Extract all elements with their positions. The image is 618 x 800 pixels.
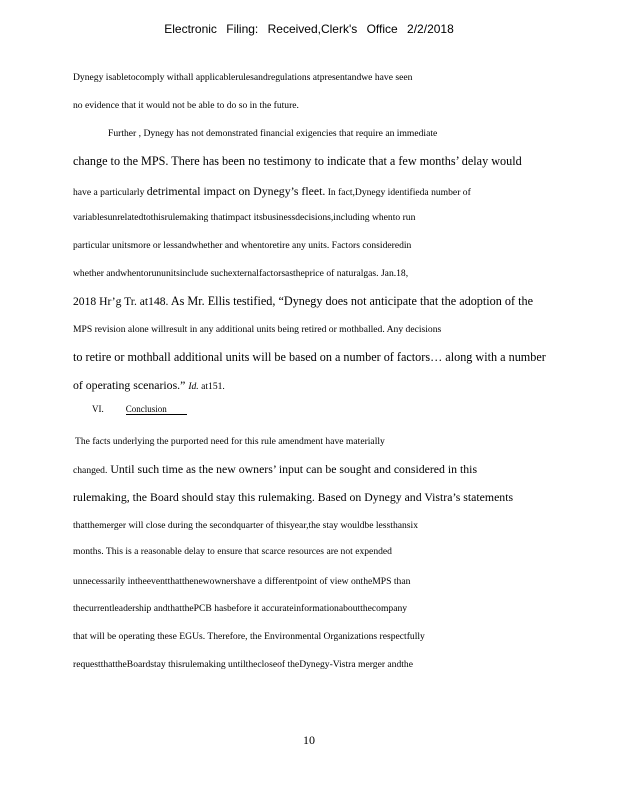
body-line: requestthattheBoardstay thisrulemaking untilthecloseof theDynegy-Vistra merger andthe [73,659,413,670]
body-line: to retire or mothball additional units will be based on a number of factors… along with a number [73,350,546,364]
body-line-part: detrimental impact on Dynegy’s fleet. [146,184,326,198]
body-line: The facts underlying the purported need for this rule amendment have materially [75,436,385,447]
body-line [73,462,477,477]
body-line: thecurrentleadership andthatthePCB hasbefore it accurateinformationaboutthecompany [73,603,408,614]
body-line-part: Id. [188,381,199,392]
body-line-part: 2018 Hr’g Tr. at148. [73,295,169,308]
body-line: unnecessarily intheeventthatthenewownershave a differentpoint of view ontheMPS than [73,576,411,587]
body-line: months. This is a reasonable delay to ensure that scarce resources are not expended [73,546,392,557]
body-line: change to the MPS. There has been no testimony to indicate that a few months’ delay would [73,154,522,168]
body-line: rulemaking, the Board should stay this rulemaking. Based on Dynegy and Vistra’s statements [73,490,514,504]
body-line [73,294,533,309]
body-line: that will be operating these EGUs. Therefore, the Environmental Organizations respectfully [73,631,425,642]
body-line: Dynegy isabletocomply withall applicablerulesandregulations atpresentandwe have seen [73,72,413,83]
body-line: particular unitsmore or lessandwhether and whentoretire any units. Factors consideredin [73,240,412,251]
body-line-part: changed. [73,465,108,476]
section-heading [92,404,187,414]
body-line: no evidence that it would not be able to do so in the future. [73,100,299,111]
body-line: whether andwhentorununitsinclude suchexternalfactorsastheprice of naturalgas. Jan.18, [73,268,409,279]
section-number: VI. [92,404,104,414]
body-line-part: Until such time as the new owners’ input can be sought and considered in this [107,462,478,476]
body-line [73,378,225,393]
body-line: variablesunrelatedtothisrulemaking thatimpact itsbusinessdecisions,including whento run [73,212,416,223]
body-line-part: of operating scenarios.” [73,378,189,392]
body-line-part: In fact,Dynegy identifieda number of [325,187,471,198]
body-line: Further , Dynegy has not demonstrated financial exigencies that require an immediate [108,128,438,139]
body-line [73,184,471,199]
body-line-part: have a particularly [73,187,147,198]
section-title: Conclusion [126,404,187,415]
filing-header: Electronic Filing: Received,Clerk's Office 2/2/2018 [164,22,454,36]
body-line-part: As Mr. Ellis testified, “Dynegy does not anticipate that the adoption of the [168,294,533,308]
body-line: MPS revision alone willresult in any additional units being retired or mothballed. Any decisions [73,324,442,335]
page-number: 10 [303,733,315,747]
body-line-part: at151. [198,381,225,392]
body-line: thatthemerger will close during the secondquarter of thisyear,the stay wouldbe lessthansix [73,520,418,531]
